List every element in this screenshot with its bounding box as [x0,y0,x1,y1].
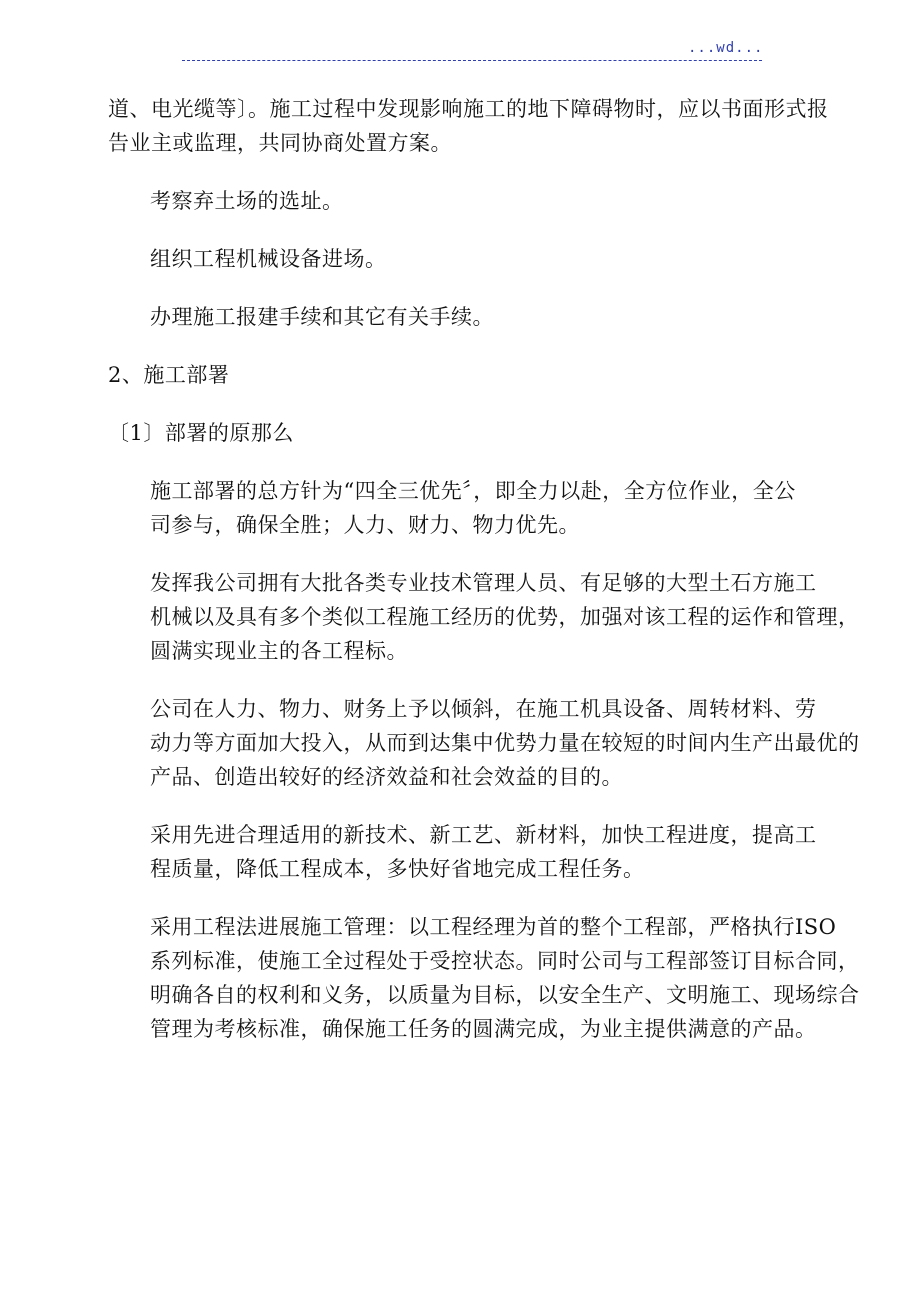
text-line: 管理为考核标准，确保施工任务的圆满完成，为业主提供满意的产品。 [150,1017,817,1041]
text-line: 〔1〕部署的原那么 [108,421,294,445]
text-line: 司参与，确保全胜；人力、财力、物力优先。 [150,513,580,537]
paragraph-new-technology [108,818,832,886]
paragraph-equipment-entry [108,242,832,276]
text-line: 组织工程机械设备进场。 [150,247,387,271]
paragraph-permits [108,300,832,334]
text-line: 施工部署的总方针为“四全三优先〞，即全力以赴，全方位作业，全公 [150,479,796,503]
text-line: 发挥我公司拥有大批各类专业技术管理人员、有足够的大型土石方施工 [150,571,817,595]
text-line: 动力等方面加大投入，从而到达集中优势力量在较短的时间内生产出最优的 [150,731,860,755]
text-line: 2、施工部署 [108,363,230,387]
text-line: 采用工程法进展施工管理：以工程经理为首的整个工程部，严格执行ISO [150,915,837,939]
header-watermark-text: ...wd... [688,40,764,56]
text-line: 考察弃土场的选址。 [150,189,344,213]
subsection-heading-principles [108,416,832,450]
text-line: 产品、创造出较好的经济效益和社会效益的目的。 [150,765,623,789]
text-line: 告业主或监理，共同协商处置方案。 [108,131,452,155]
header-rule [182,60,762,61]
text-line: 办理施工报建手续和其它有关手续。 [150,305,494,329]
text-line: 公司在人力、物力、财务上予以倾斜，在施工机具设备、周转材料、劳 [150,697,817,721]
text-line: 圆满实现业主的各工程标。 [150,639,408,663]
paragraph-spoil-site [108,184,832,218]
paragraph-underground-obstacles [108,92,832,160]
section-heading-construction-deployment [108,358,832,392]
text-line: 明确各自的权利和义务，以质量为目标，以安全生产、文明施工、现场综合 [150,983,860,1007]
text-line: 系列标准，使施工全过程处于受控状态。同时公司与工程部签订目标合同， [150,949,860,973]
paragraph-project-management [108,910,860,1046]
paragraph-resource-investment [108,692,860,794]
text-line: 采用先进合理适用的新技术、新工艺、新材料，加快工程进度，提高工 [150,823,817,847]
text-line: 机械以及具有多个类似工程施工经历的优势，加强对该工程的运作和管理， [150,605,860,629]
paragraph-company-advantages [108,566,860,668]
document-body [108,92,860,1046]
text-line: 道、电光缆等〕。施工过程中发现影响施工的地下障碍物时，应以书面形式报 [108,97,829,121]
text-line: 程质量，降低工程成本，多快好省地完成工程任务。 [150,857,645,881]
paragraph-general-policy [108,474,832,542]
